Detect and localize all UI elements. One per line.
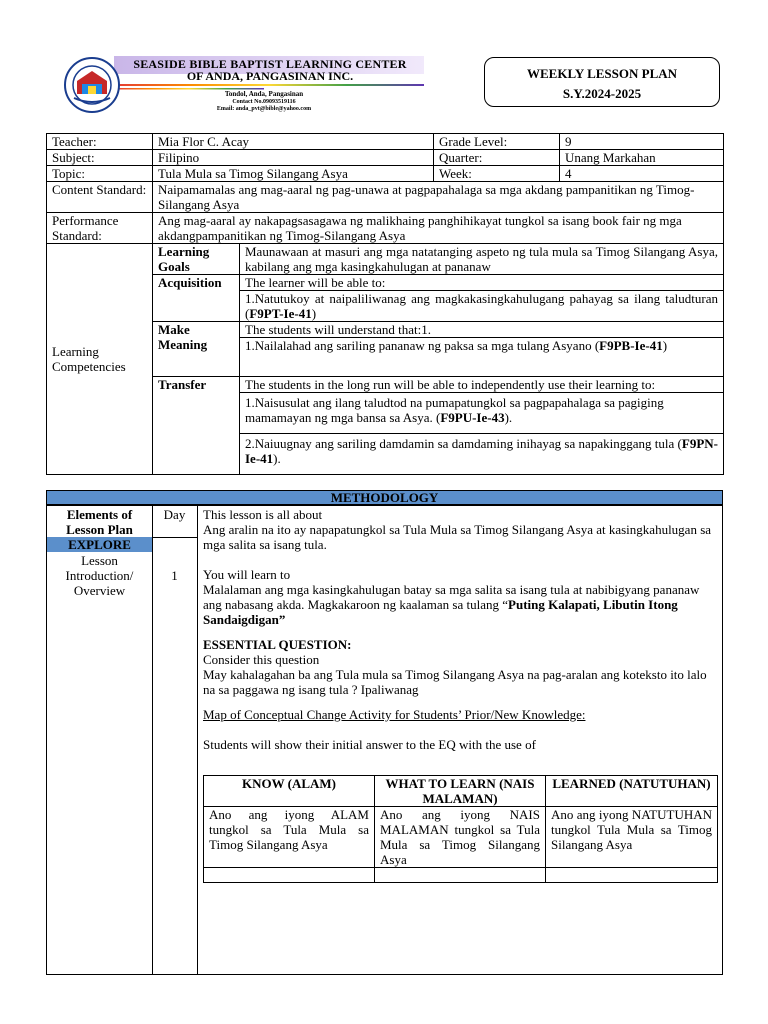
table-row — [47, 166, 724, 182]
quarter-label: Quarter: — [434, 150, 560, 166]
elements-label: Elements of Lesson Plan — [66, 507, 133, 537]
topic-label: Topic: — [47, 166, 153, 182]
acquisition-label: Acquisition — [153, 275, 240, 322]
explore-label: EXPLORE — [47, 537, 152, 552]
essential-question-heading: ESSENTIAL QUESTION: — [203, 637, 352, 652]
meaning-item: 1.Nailalahad ang sariling pananaw ng paksa sa mga tulang Asyano (F9PB-Ie-41) — [240, 338, 724, 377]
goals-value: Maunawaan at masuri ang mga natatanging aspeto ng tula mula sa Timog Silangang Asya, kabilang ang mga kasingkahulugan at pananaw — [240, 244, 724, 275]
kwl-header-learned: LEARNED (NATUTUHAN) — [546, 776, 718, 807]
methodology-header: METHODOLOGY — [46, 490, 723, 505]
map-heading: Map of Conceptual Change Activity for Students’ Prior/New Knowledge: — [203, 707, 586, 722]
learn-heading: You will learn to — [203, 567, 291, 582]
week-value: 4 — [560, 166, 724, 182]
lesson-info-table — [46, 133, 724, 475]
week-label: Week: — [434, 166, 560, 182]
content-standard-value: Naipamamalas ang mag-aaral ng pag-unawa at pagpapahalaga sa mga akdang pampanitikan ng Timog-Silangang Asya — [153, 182, 724, 213]
school-email: Email: anda_pvt@bible@yahoo.com — [216, 106, 312, 112]
teacher-label: Teacher: — [47, 134, 153, 150]
transfer-item-2: 2.Naiuugnay ang sariling damdamin sa damdaming inihayag sa napakinggang tula (F9PN-Ie-41). — [240, 434, 724, 475]
grade-value: 9 — [560, 134, 724, 150]
kwl-empty-cell[interactable] — [204, 868, 375, 883]
learn-text: Malalaman ang mga kasingkahulugan batay sa mga salita sa isang tula at nabibigyang pananaw ang nabasang akda. Magkakaroon ng kaalaman sa tulang “Puting Kalapati, Libutin Itong Sandaigdigan” — [203, 582, 700, 627]
kwl-empty-cell[interactable] — [546, 868, 718, 883]
kwl-header-know: KNOW (ALAM) — [204, 776, 375, 807]
students-text: Students will show their initial answer to the EQ with the use of — [203, 737, 536, 752]
grade-label: Grade Level: — [434, 134, 560, 150]
kwl-cell-know: Ano ang iyong ALAM tungkol sa Tula Mula sa Timog Silangang Asya — [204, 807, 375, 868]
kwl-table — [203, 775, 718, 883]
transfer-item-1: 1.Naisusulat ang ilang taludtod na pumapatungkol sa pagpapahalaga sa pagiging mamamayan ng mga bansa sa Asya. (F9PU-Ie-43). — [240, 393, 724, 434]
quarter-value: Unang Markahan — [560, 150, 724, 166]
kwl-cell-learn: Ano ang iyong NAIS MALAMAN tungkol sa Tula Mula sa Timog Silangang Asya — [375, 807, 546, 868]
table-row — [47, 182, 724, 213]
transfer-label: Transfer — [153, 377, 240, 475]
kwl-empty-cell[interactable] — [375, 868, 546, 883]
kwl-cell-learned: Ano ang iyong NATUTUHAN tungkol Tula Mula sa Timog Silangang Asya — [546, 807, 718, 868]
acquisition-intro: The learner will be able to: — [240, 275, 724, 291]
transfer-intro: The students in the long run will be able to independently use their learning to: — [240, 377, 724, 393]
competency-code: F9PB-Ie-41 — [599, 338, 663, 353]
table-row — [204, 776, 718, 807]
day-label: Day — [163, 507, 186, 522]
essential-question-intro: Consider this question — [203, 652, 320, 667]
school-address: Tondol, Anda, Pangasinan — [224, 90, 304, 98]
performance-standard-value: Ang mag-aaral ay nakapagsasagawa ng malikhaing panghihikayat tungkol sa isang book fair ng mga akdangpampanitikan ng Timog-Silangang Asya — [153, 213, 724, 244]
table-row — [47, 213, 724, 244]
meaning-intro: The students will understand that:1. — [240, 322, 724, 338]
table-row — [204, 868, 718, 883]
school-name-line1: SEASIDE BIBLE BAPTIST LEARNING CENTER — [133, 57, 407, 71]
goals-label: Learning Goals — [153, 244, 240, 275]
competencies-label: Learning Competencies — [47, 244, 153, 475]
school-name-line2: OF ANDA, PANGASINAN INC. — [186, 69, 354, 83]
competency-code: F9PN-Ie-41 — [245, 436, 718, 466]
content-standard-label: Content Standard: — [47, 182, 153, 213]
about-heading: This lesson is all about — [203, 507, 323, 522]
acquisition-item: 1.Natutukoy at naipaliliwanag ang magkakasingkahulugang pahayag sa ilang taludturan (F9PT-Ie-41) — [240, 291, 724, 322]
school-logo-banner — [64, 54, 428, 116]
essential-question-text: May kahalagahan ba ang Tula mula sa Timog Silangang Asya na pag-aralan ang koteksto ito lalo na sa paggawa ng isang tula ? Ipaliwanag — [203, 667, 707, 697]
school-contact: Contact No.09093519116 — [232, 99, 296, 105]
lesson-introduction-label: Lesson Introduction/ Overview — [65, 553, 134, 598]
make-meaning-label: Make Meaning — [153, 322, 240, 377]
performance-standard-label: Performance Standard: — [47, 213, 153, 244]
kwl-header-learn: WHAT TO LEARN (NAIS MALAMAN) — [375, 776, 546, 807]
table-row — [47, 134, 724, 150]
subject-label: Subject: — [47, 150, 153, 166]
topic-value: Tula Mula sa Timog Silangang Asya — [153, 166, 434, 182]
competency-code: F9PT-Ie-41 — [249, 306, 312, 321]
poem-title: Puting Kalapati, Libutin Itong Sandaigdigan” — [203, 597, 678, 627]
about-text: Ang aralin na ito ay napapatungkol sa Tula Mula sa Timog Silangang Asya at kasingkahulugan sa mga salita sa isang tula. — [203, 522, 712, 552]
row-divider — [152, 537, 197, 538]
day-value: 1 — [171, 568, 178, 583]
table-row — [204, 807, 718, 868]
teacher-value: Mia Flor C. Acay — [153, 134, 434, 150]
table-row — [47, 150, 724, 166]
column-divider — [197, 505, 198, 975]
competency-code: F9PU-Ie-43 — [440, 410, 505, 425]
lesson-content — [203, 507, 717, 752]
plan-title: WEEKLY LESSON PLAN — [526, 66, 678, 81]
school-year: S.Y.2024-2025 — [562, 86, 642, 101]
table-row — [47, 244, 724, 275]
subject-value: Filipino — [153, 150, 434, 166]
plan-title-box — [484, 57, 720, 107]
